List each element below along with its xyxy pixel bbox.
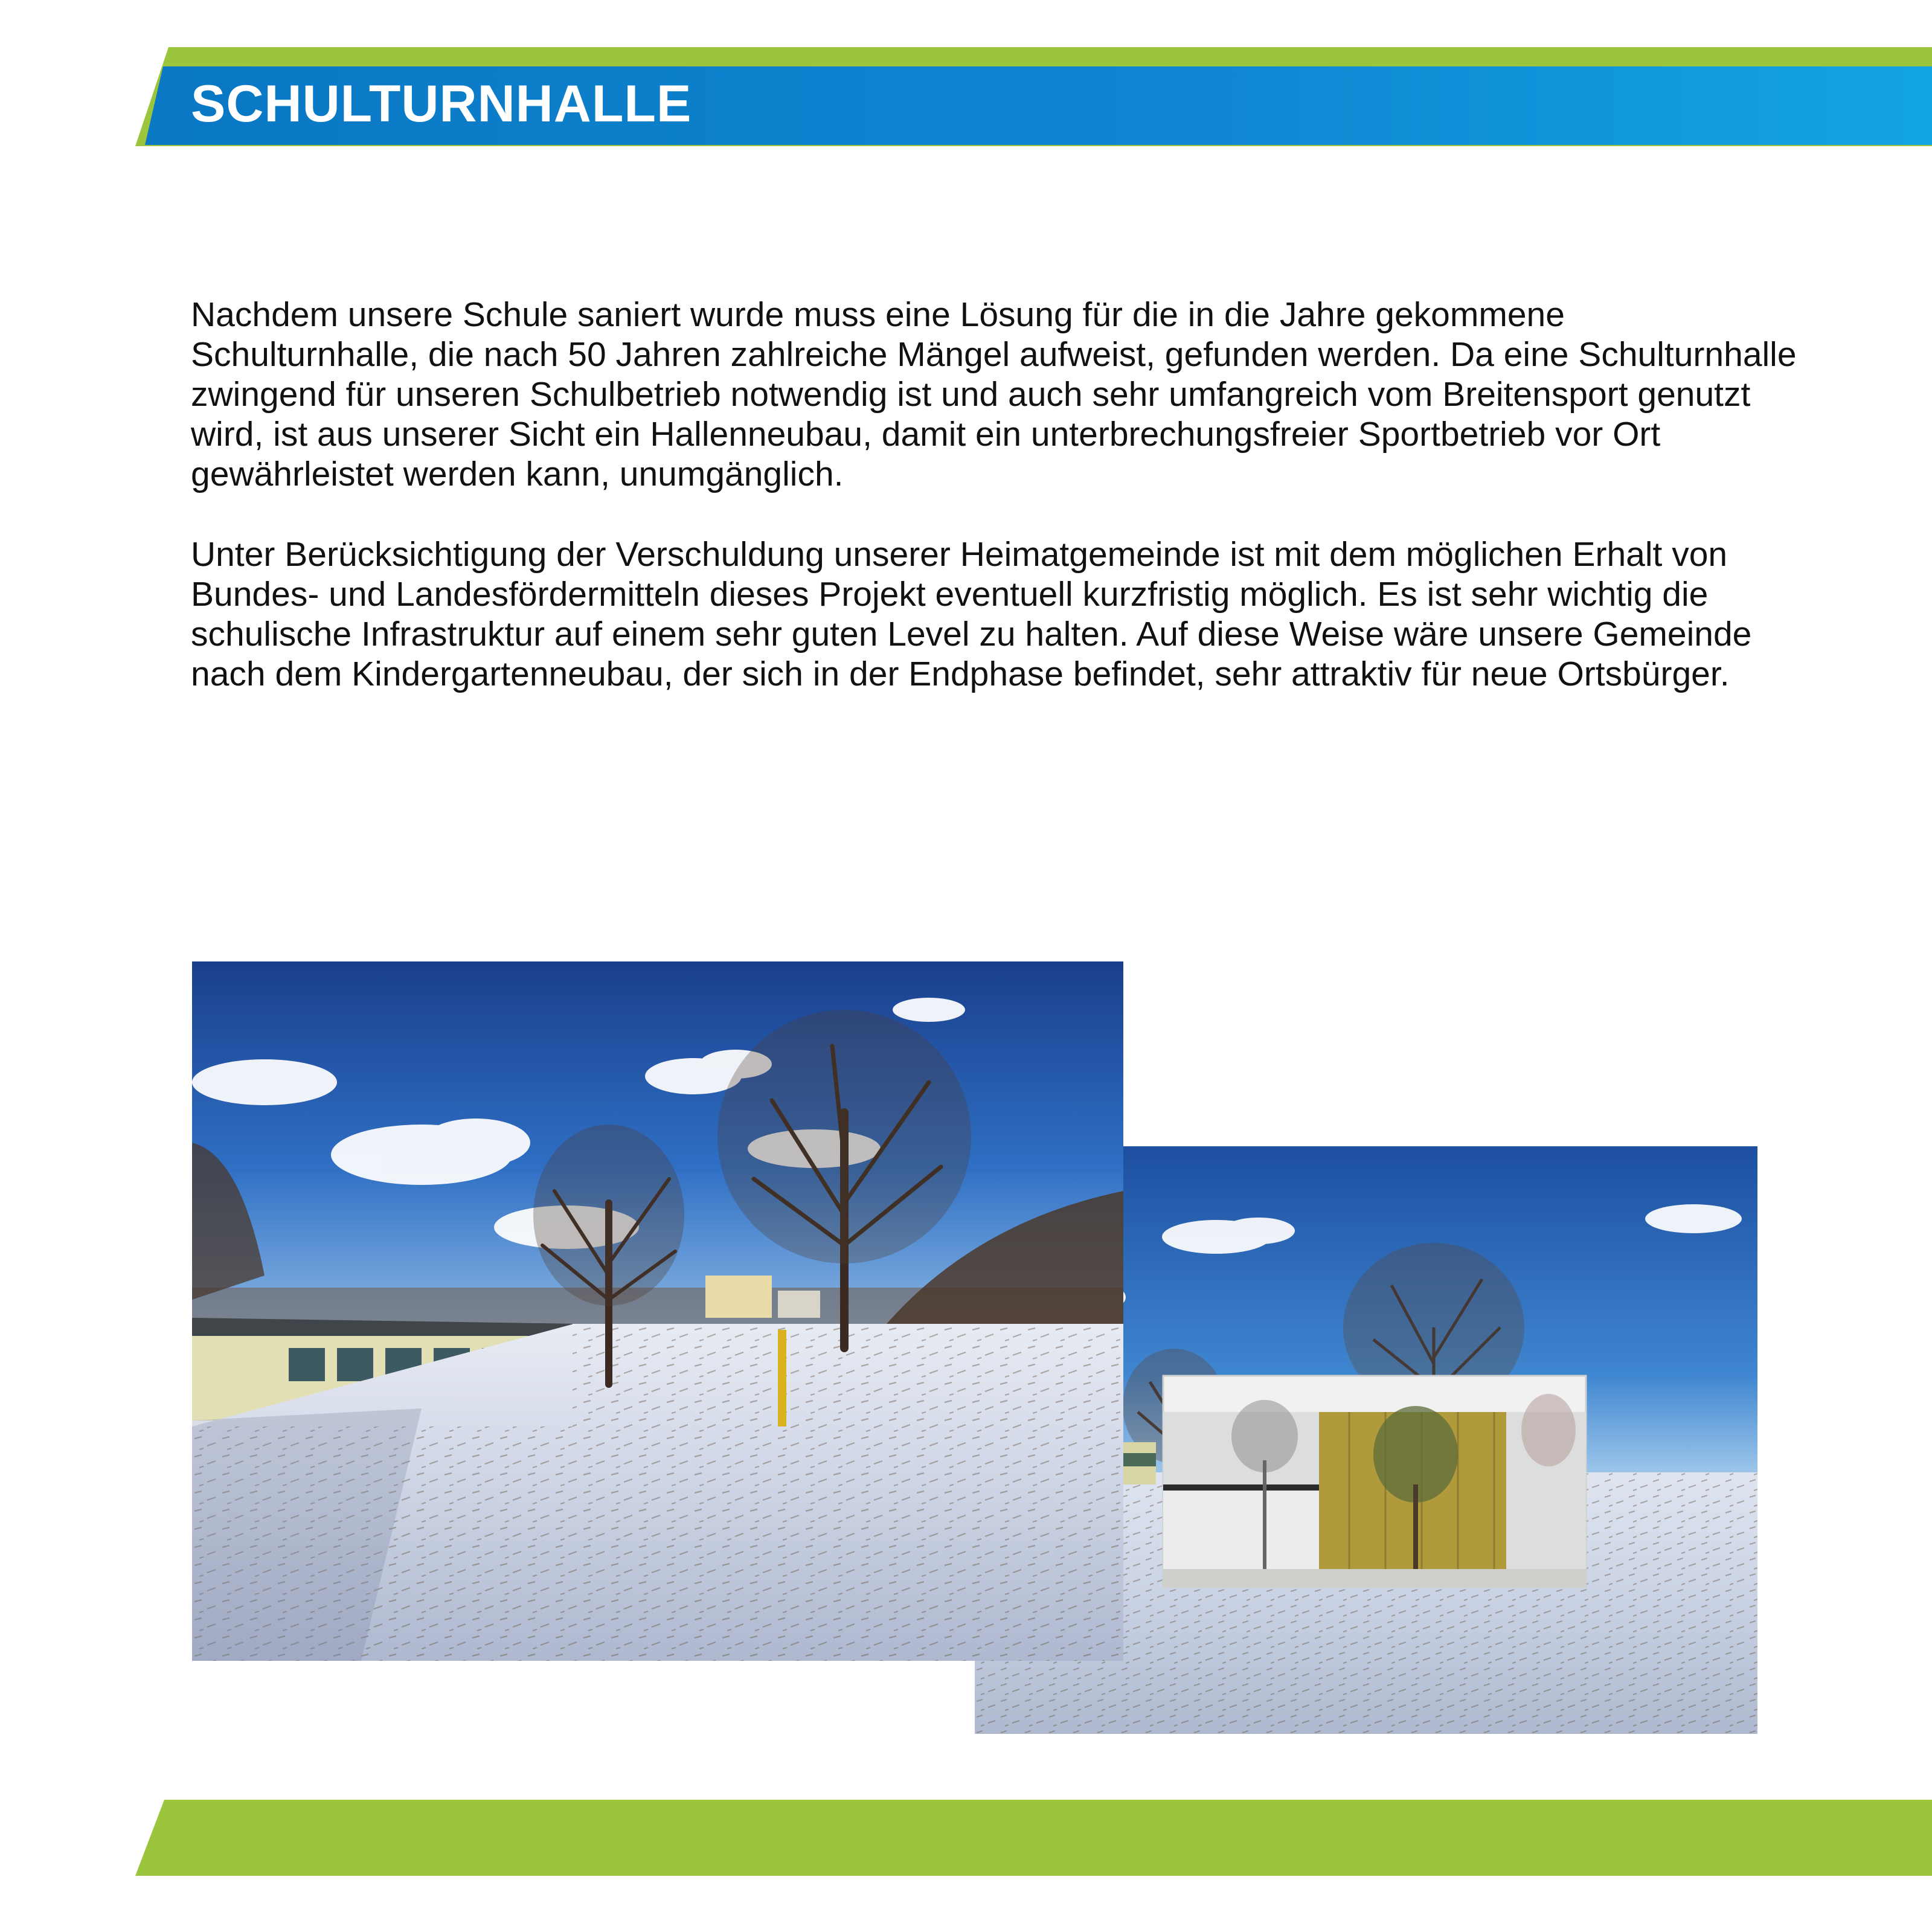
paragraph-intro: Nachdem unsere Schule saniert wurde muss eine Lösung für die in die Jahre gekommene Schulturnhalle, die nach 50 Jahren zahlreiche Mängel aufweist, gefunden werden. Da eine Schulturnhalle zwingend für unseren Schulbetrieb notwendig ist und auch sehr umfangreich vom Breitensport genutzt wird, ist aus unserer Sicht ein Hallenneubau, damit ein unterbrechungsfreier Sportbetrieb vor Ort gewährleistet werden kann, unumgänglich. [191,295,1797,493]
page-title: SCHULTURNHALLE [191,75,692,133]
photo-school-grounds [192,961,1123,1661]
paragraph-funding: Unter Berücksichtigung der Verschuldung unserer Heimatgemeinde ist mit dem möglichen Erhalt von Bundes- und Landesfördermitteln dieses Projekt eventuell kurzfristig möglich. Es ist sehr wichtig die schulische Infrastruktur auf einem sehr guten Level zu halten. Auf diese Weise wäre unsere Gemeinde nach dem Kindergartenneubau, der sich in der Endphase befindet, sehr attraktiv für neue Ortsbürger. [191,535,1752,693]
footer-banner [135,1800,1932,1876]
photo-school-grounds-image [192,961,1123,1661]
